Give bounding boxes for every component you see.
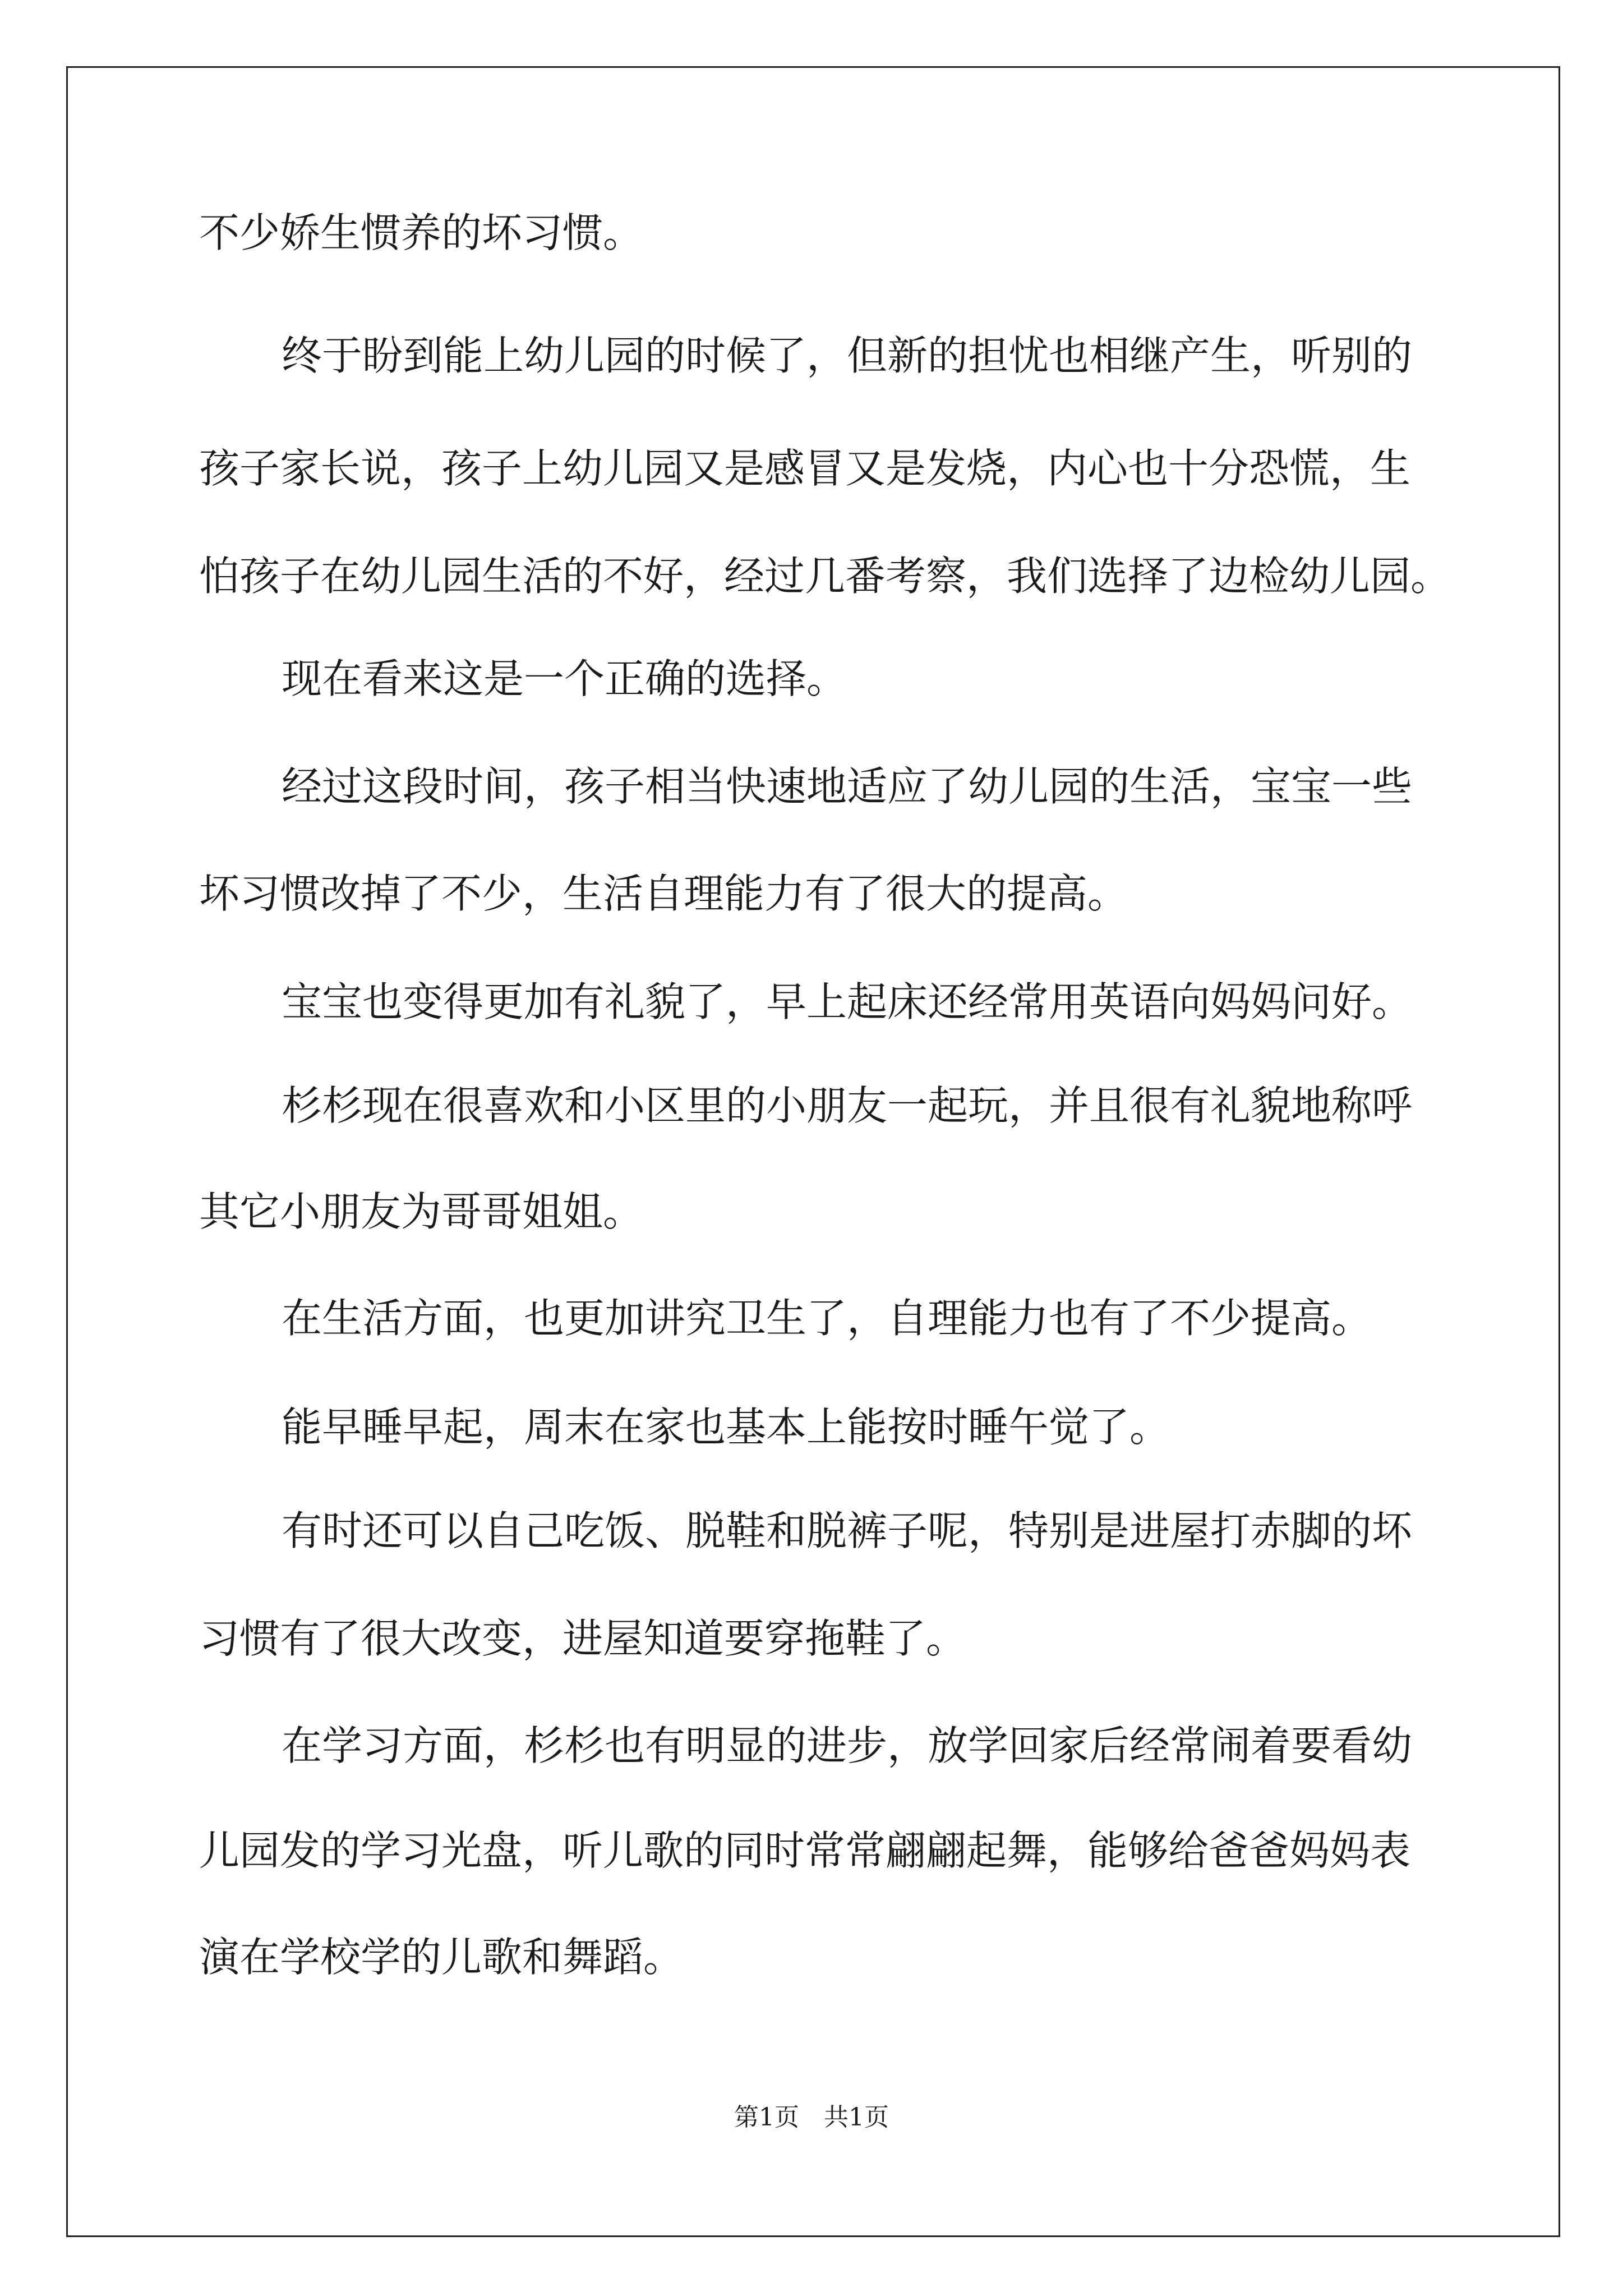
body-line: 宝宝也变得更加有礼貌了，早上起床还经常用英语向妈妈问好。 <box>282 978 1413 1025</box>
body-line: 演在学校学的儿歌和舞蹈。 <box>199 1934 684 1981</box>
body-line: 终于盼到能上幼儿园的时候了，但新的担忧也相继产生，听别的 <box>282 332 1413 379</box>
body-line: 不少娇生惯养的坏习惯。 <box>199 209 644 256</box>
body-line: 其它小朋友为哥哥姐姐。 <box>199 1188 644 1235</box>
body-line: 儿园发的学习光盘，听儿歌的同时常常翩翩起舞，能够给爸爸妈妈表 <box>199 1827 1411 1874</box>
body-line: 能早睡早起，周末在家也基本上能按时睡午觉了。 <box>282 1404 1170 1451</box>
body-line: 在生活方面，也更加讲究卫生了，自理能力也有了不少提高。 <box>282 1295 1372 1342</box>
body-line: 坏习惯改掉了不少，生活自理能力有了很大的提高。 <box>199 870 1128 917</box>
body-line: 在学习方面，杉杉也有明显的进步，放学回家后经常闹着要看幼 <box>282 1722 1413 1769</box>
body-line: 怕孩子在幼儿园生活的不好，经过几番考察，我们选择了边检幼儿园。 <box>199 553 1451 600</box>
body-line: 经过这段时间，孩子相当快速地适应了幼儿园的生活，宝宝一些 <box>282 763 1413 810</box>
body-line: 习惯有了很大改变，进屋知道要穿拖鞋了。 <box>199 1615 967 1662</box>
page-border <box>66 66 1560 2237</box>
page-number: 第1页 共1页 <box>734 2103 889 2132</box>
body-line: 现在看来这是一个正确的选择。 <box>282 655 847 702</box>
body-line: 有时还可以自己吃饭、脱鞋和脱裤子呢，特别是进屋打赤脚的坏 <box>282 1507 1413 1554</box>
body-line: 杉杉现在很喜欢和小区里的小朋友一起玩，并且很有礼貌地称呼 <box>282 1082 1413 1129</box>
body-line: 孩子家长说，孩子上幼儿园又是感冒又是发烧，内心也十分恐慌，生 <box>199 445 1411 492</box>
